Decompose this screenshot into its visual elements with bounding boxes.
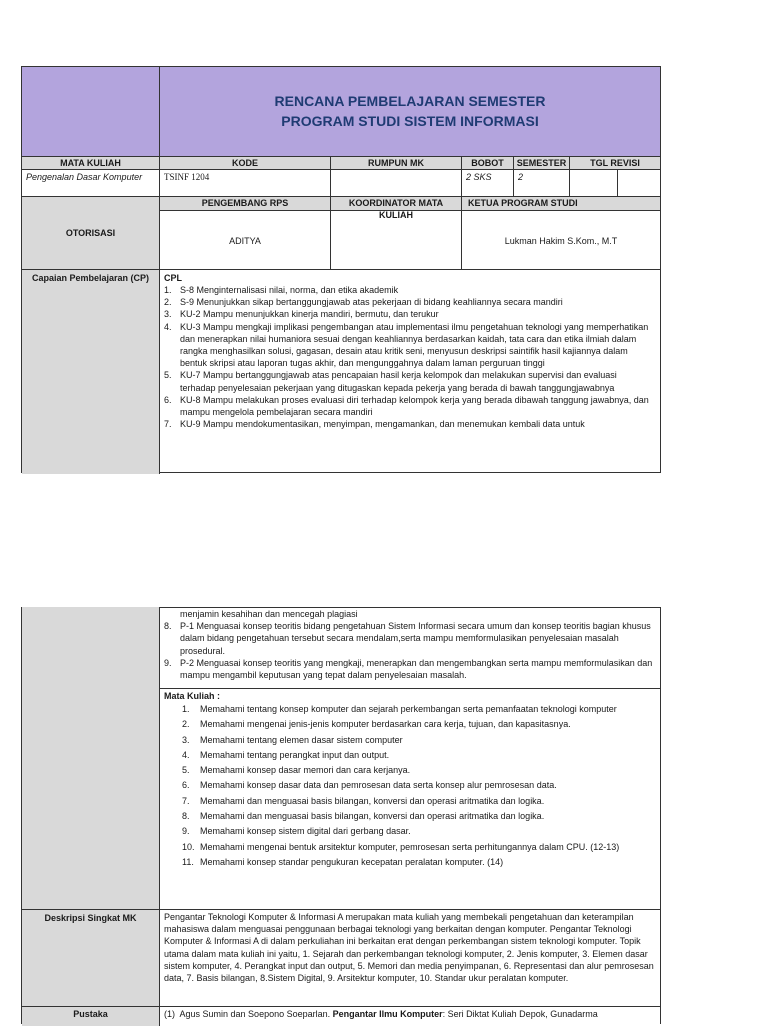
mk-item-number: 11. (182, 856, 194, 867)
mk-item-text: Memahami konsep dasar memori dan cara kerjanya. (200, 765, 411, 776)
cpl-item-text: KU-9 Mampu mendokumentasikan, menyimpan, mengamankan, dan menemukan kembali data untuk (180, 419, 585, 430)
mk-item-number: 10. (182, 841, 195, 852)
course-tgl-revisi-extra (617, 170, 660, 197)
cpl-item (164, 308, 654, 320)
cpl-item-number: 8. (164, 621, 172, 632)
mk-item (164, 794, 654, 809)
cpl-list-page1 (164, 284, 654, 430)
cp-row (22, 269, 660, 474)
cpl-item (164, 284, 654, 296)
mk-item (164, 840, 654, 855)
header-tgl-revisi: TGL REVISI (569, 157, 660, 170)
header-band (22, 67, 660, 157)
cpl-item-text: KU-7 Mampu bertanggungjawab atas pencapaian hasil kerja kelompok dan melakukan supervisi dan evaluasi terhadap penyelesaian pekerjaan yang ditugaskan kepada pekerja yang berada di bawah tanggungjawabnya (180, 370, 617, 393)
mk-item (164, 778, 654, 793)
mk-item-text: Memahami mengenai bentuk arsitektur komputer, pemrosesan serta perhitungannya dalam CPU. (12-13) (200, 841, 620, 852)
cpl-item-number: 4. (164, 321, 172, 332)
cpl-item-number: 2. (164, 297, 172, 308)
ketua-name: Lukman Hakim S.Kom., M.T (461, 211, 660, 270)
course-header-row (22, 156, 660, 170)
cpl-item (164, 657, 654, 681)
rps-table-page2 (21, 607, 661, 1024)
course-value-row (22, 169, 660, 197)
mk-item (164, 855, 654, 870)
cpl-item-text: KU-8 Mampu melakukan proses evaluasi diri terhadap kelompok kerja yang berada dibawah tanggung jawabnya, dan mampu mengelola pembelajaran secara mandiri (180, 394, 649, 418)
mk-item-number: 5. (182, 765, 190, 776)
cpl-item (164, 321, 654, 370)
header-kode: KODE (159, 157, 330, 170)
otorisasi-row (22, 196, 660, 270)
cpl-item-text: KU-3 Mampu mengkaji implikasi pengembangan atau implementasi ilmu pengetahuan teknologi yang memperhatikan dan menerapkan nilai humaniora sesuai dengan keahliannya berdasarkan kaidah, tata cara dan etika ilmiah dalam rangka menghasilkan solusi, gagasan, desain atau kritik seni, menyusun deskripsi saintifik hasil kajiannya dalam bentuk skripsi atau laporan tugas akhir, dan mengunggahnya dalam laman perguruan tinggi (180, 321, 649, 369)
cpl-item7-continued: menjamin kesahihan dan mencegah plagiasi (180, 609, 358, 619)
cpl-item-number: 3. (164, 309, 172, 320)
cpl-item (164, 394, 654, 418)
mk-item-number: 3. (182, 734, 190, 745)
pustaka-num: (1) (164, 1009, 175, 1019)
mk-cp (159, 689, 660, 909)
mk-item-text: Memahami dan menguasai basis bilangan, konversi dan operasi aritmatika dan logika. (200, 811, 545, 822)
course-code: TSINF 1204 (159, 170, 330, 197)
course-semester: 2 (513, 170, 569, 197)
header-ketua-prodi: KETUA PROGRAM STUDI (461, 197, 660, 211)
cpl-item (164, 369, 654, 393)
page-subtitle: PROGRAM STUDI SISTEM INFORMASI (281, 113, 539, 129)
mk-item-text: Memahami konsep sistem digital dari gerbang dasar. (200, 826, 411, 837)
deskripsi-row (22, 909, 660, 1007)
mk-item (164, 702, 654, 717)
pustaka-publisher: : Seri Diktat Kuliah Depok, Gunadarma (442, 1009, 598, 1019)
header-pengembang-rps: PENGEMBANG RPS (159, 197, 330, 211)
cpl-item-number: 9. (164, 657, 172, 668)
cpl-item-text: KU-2 Mampu menunjukkan kinerja mandiri, bermutu, dan terukur (180, 309, 439, 320)
pengembang-name: ADITYA (159, 211, 330, 270)
cpl-item (164, 620, 654, 657)
cp-label-continued (22, 607, 159, 909)
mk-item-text: Memahami mengenai jenis-jenis komputer berdasarkan cara kerja, tujuan, dan kapasitasnya. (200, 719, 571, 730)
mk-item-number: 2. (182, 719, 190, 730)
header-semester: SEMESTER (513, 157, 569, 170)
mk-item (164, 717, 654, 732)
cpl-item-text: P-2 Menguasai konsep teoritis yang mengkaji, menerapkan dan mengembangkan serta mampu memformulasikan dan mampu mengambil keputusan yang tepat dalam penyelesaian masalah. (180, 657, 653, 681)
header-rumpun-mk: RUMPUN MK (330, 157, 461, 170)
header-koordinator: KOORDINATOR MATA KULIAH (330, 197, 461, 211)
course-rumpun (330, 170, 461, 197)
mk-item-number: 7. (182, 795, 190, 806)
cpl-item (164, 418, 654, 430)
mk-item-text: Memahami konsep dasar data dan pemrosesan data serta konsep alur pemrosesan data. (200, 780, 557, 791)
pustaka-row (22, 1006, 660, 1026)
mk-item-text: Memahami tentang konsep komputer dan sejarah perkembangan serta pemanfaatan teknologi komputer (200, 704, 617, 714)
course-name: Pengenalan Dasar Komputer (26, 172, 143, 182)
otorisasi-label: OTORISASI (22, 197, 159, 270)
cpl-item-text: P-1 Menguasai konsep teoritis bidang pengetahuan Sistem Informasi secara umum dan konsep teoritis bagian khusus dalam bidang pengetahuan tersebut secara mendalam,serta mampu memformulasikan penyelesaian masalah prosedural. (180, 621, 651, 656)
cpl-item-text: S-8 Menginternalisasi nilai, norma, dan etika akademik (180, 285, 399, 295)
pustaka-authors: Agus Sumin dan Soepono Soeparlan. (179, 1009, 331, 1019)
mk-item-number: 1. (182, 704, 190, 714)
course-tgl-revisi (569, 170, 617, 197)
mk-item-text: Memahami dan menguasai basis bilangan, konversi dan operasi aritmatika dan logika. (200, 795, 545, 806)
cpl-item-text: S-9 Menunjukkan sikap bertanggungjawab atas pekerjaan di bidang keahliannya secara mandiri (180, 297, 563, 308)
cpl-continued (159, 607, 660, 689)
cpl-item (164, 296, 654, 308)
mk-item (164, 824, 654, 839)
pustaka-title: Pengantar Ilmu Komputer (332, 1009, 443, 1019)
header-title-area (160, 67, 660, 157)
koordinator-name (330, 211, 461, 270)
deskripsi-label: Deskripsi Singkat MK (22, 910, 159, 1007)
page-title: RENCANA PEMBELAJARAN SEMESTER (274, 93, 546, 109)
header-bobot: BOBOT (461, 157, 513, 170)
cp-continued-row (22, 607, 660, 909)
mk-item (164, 763, 654, 778)
rps-table-page1 (21, 66, 661, 473)
mk-item-number: 9. (182, 826, 190, 837)
cpl-item-number: 5. (164, 370, 172, 381)
cp-content (159, 270, 660, 474)
header-mata-kuliah: MATA KULIAH (60, 158, 121, 168)
mk-item-number: 6. (182, 780, 190, 791)
mk-item (164, 733, 654, 748)
mk-item-text: Memahami tentang perangkat input dan output. (200, 749, 390, 760)
cp-label: Capaian Pembelajaran (CP) (22, 270, 159, 474)
cpl-item-number: 6. (164, 394, 172, 405)
mk-item (164, 748, 654, 763)
deskripsi-text: Pengantar Teknologi Komputer & Informasi A merupakan mata kuliah yang membekali pengetahuan dan keterampilan mahasiswa dalam menguasai penggunaan berbagai teknologi yang berkaitan dengan komputer. Pengantar Teknologi Komputer & Informasi A di dalam perkuliahan ini berkaitan erat dengan perkembangan sistem teknologi komputer. Topik utama dalam mata kuliah ini yaitu, 1. Sejarah dan perkembangan teknologi komputer, 2. Jenis komputer, 3. Elemen dasar sistem komputer, 4. Perangkat input dan output, 5. Memori dan media penyimpanan, 6. Representasi dan alur pemrosesan data, 7. Basis bilangan, 8.Sistem Digital, 9. Arsitektur komputer, 10. Standar ukur peralatan komputer. (159, 910, 660, 1007)
cpl-title: CPL (164, 273, 182, 283)
mk-list (164, 702, 654, 870)
mk-item-text: Memahami tentang elemen dasar sistem computer (200, 734, 403, 745)
mk-item (164, 809, 654, 824)
cpl-item-number: 1. (164, 285, 172, 295)
mk-item-text: Memahami konsep standar pengukuran kecepatan peralatan komputer. (14) (200, 856, 504, 867)
mk-item-number: 4. (182, 749, 190, 760)
mk-item-number: 8. (182, 811, 190, 822)
cpl-list-page2 (164, 620, 654, 681)
pustaka-label: Pustaka (22, 1007, 159, 1026)
course-bobot: 2 SKS (461, 170, 513, 197)
header-logo-area (22, 67, 160, 157)
cpl-item-number: 7. (164, 419, 172, 430)
pustaka-item-1 (159, 1007, 660, 1026)
mk-title: Mata Kuliah : (164, 691, 221, 701)
